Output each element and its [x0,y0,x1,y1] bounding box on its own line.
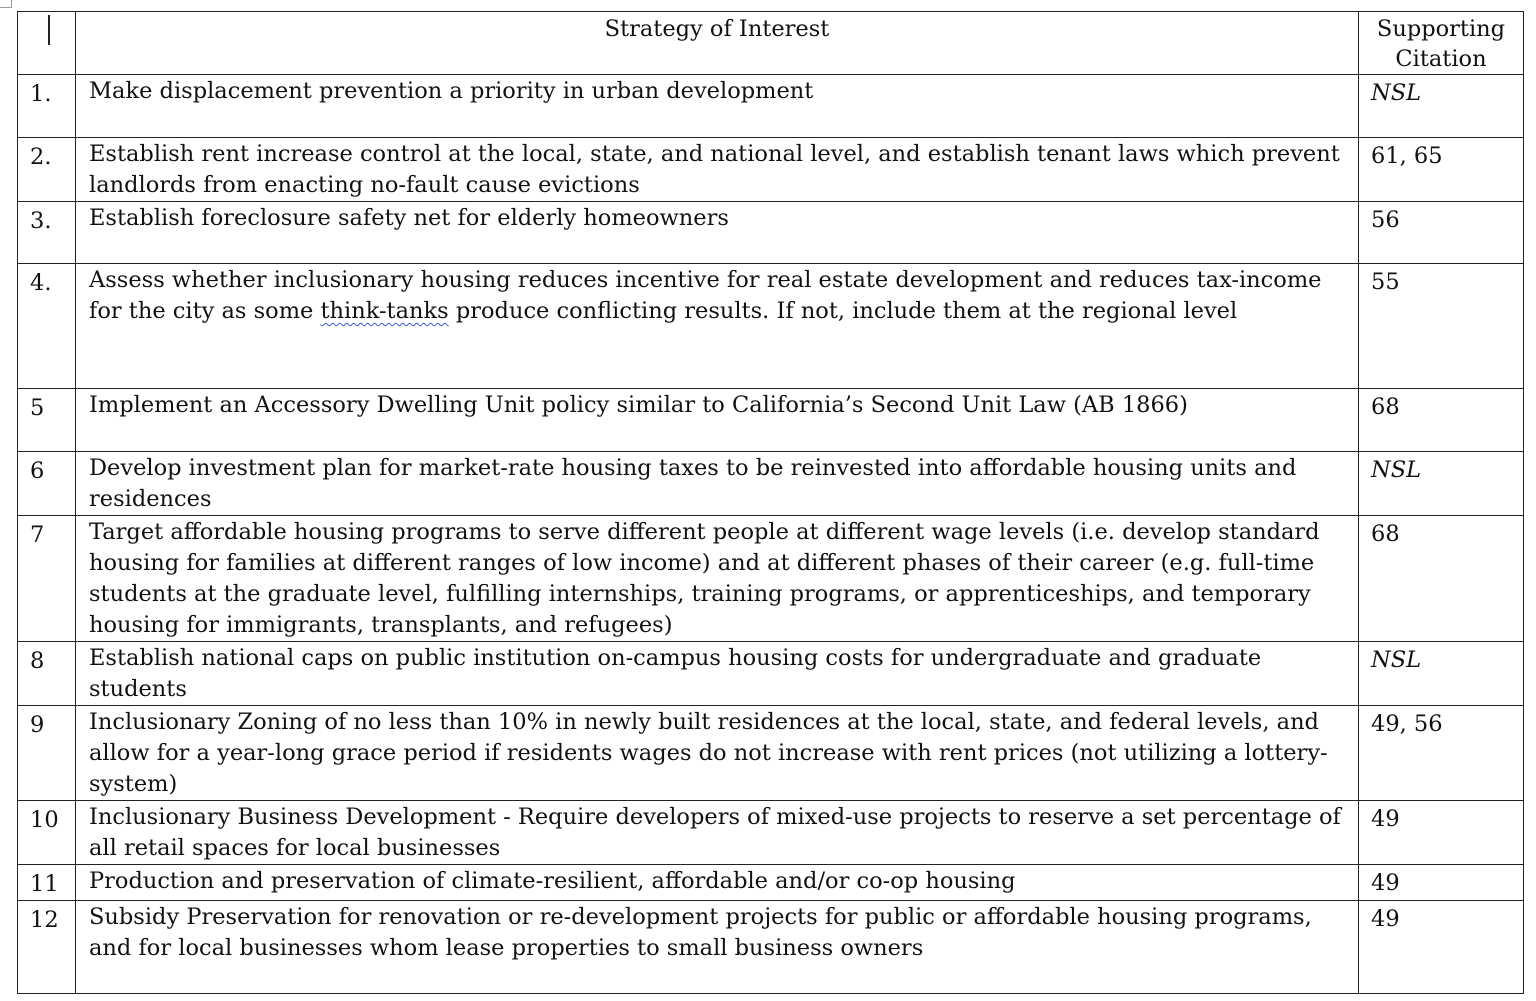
table-body [18,75,1524,994]
row-citation-cell[interactable]: 68 [1359,516,1524,642]
row-strategy-cell[interactable]: Establish foreclosure safety net for elderly homeowners [76,202,1359,264]
row-number-cell[interactable]: 12 [18,901,76,994]
table-row [18,516,1524,642]
table-row [18,865,1524,901]
spelling-flagged-word[interactable]: think-tanks [320,298,449,324]
row-number-cell[interactable]: 10 [18,801,76,865]
row-citation-cell[interactable]: NSL [1359,452,1524,516]
row-number-cell[interactable]: 2. [18,138,76,202]
strategy-text: Assess whether inclusionary housing reduces incentive for real estate development and reduces tax-income for the city as some [89,267,1322,324]
row-citation-cell[interactable]: NSL [1359,642,1524,706]
table-row [18,706,1524,801]
row-strategy-cell[interactable]: Establish national caps on public institution on-campus housing costs for undergraduate and graduate students [76,642,1359,706]
table-row [18,75,1524,138]
row-number-cell[interactable]: 7 [18,516,76,642]
row-number-cell[interactable]: 5 [18,389,76,452]
strategy-table [17,11,1524,994]
table-row [18,901,1524,994]
table-row [18,264,1524,389]
table-row [18,202,1524,264]
row-number-cell[interactable]: 8 [18,642,76,706]
page-corner-mark [0,0,12,8]
row-citation-cell[interactable]: 61, 65 [1359,138,1524,202]
row-strategy-cell[interactable]: Implement an Accessory Dwelling Unit policy similar to California’s Second Unit Law (AB 1866) [76,389,1359,452]
row-strategy-cell[interactable]: Inclusionary Business Development - Require developers of mixed-use projects to reserve a set percentage of all retail spaces for local businesses [76,801,1359,865]
row-strategy-cell[interactable] [76,264,1359,389]
header-number[interactable] [18,12,76,75]
row-strategy-cell[interactable]: Make displacement prevention a priority in urban development [76,75,1359,138]
row-number-cell[interactable]: 11 [18,865,76,901]
row-citation-cell[interactable]: 49 [1359,801,1524,865]
table-row [18,138,1524,202]
row-strategy-cell[interactable]: Develop investment plan for market-rate housing taxes to be reinvested into affordable housing units and residences [76,452,1359,516]
table-header-row [18,12,1524,75]
header-citation[interactable]: Supporting Citation [1359,12,1524,75]
row-citation-cell[interactable]: 56 [1359,202,1524,264]
row-citation-cell[interactable]: 68 [1359,389,1524,452]
table-row [18,389,1524,452]
strategy-table-container [17,11,1523,994]
row-number-cell[interactable]: 6 [18,452,76,516]
strategy-text: produce conflicting results. If not, include them at the regional level [448,298,1238,324]
row-strategy-cell[interactable]: Subsidy Preservation for renovation or re-development projects for public or affordable housing programs, and for local businesses whom lease properties to small business owners [76,901,1359,994]
row-citation-cell[interactable]: 49 [1359,865,1524,901]
row-citation-cell[interactable]: 49 [1359,901,1524,994]
row-strategy-cell[interactable]: Establish rent increase control at the local, state, and national level, and establish tenant laws which prevent landlords from enacting no-fault cause evictions [76,138,1359,202]
row-strategy-cell[interactable]: Production and preservation of climate-resilient, affordable and/or co-op housing [76,865,1359,901]
table-row [18,642,1524,706]
row-citation-cell[interactable]: 55 [1359,264,1524,389]
row-number-cell[interactable]: 3. [18,202,76,264]
text-cursor [48,15,50,45]
row-number-cell[interactable]: 1. [18,75,76,138]
row-number-cell[interactable]: 4. [18,264,76,389]
row-strategy-cell[interactable]: Target affordable housing programs to serve different people at different wage levels (i.e. develop standard housing for families at different ranges of low income) and at different phases of their career (e.g. full-time students at the graduate level, fulfilling internships, training programs, or apprenticeships, and temporary housing for immigrants, transplants, and refugees) [76,516,1359,642]
row-citation-cell[interactable]: 49, 56 [1359,706,1524,801]
header-strategy[interactable]: Strategy of Interest [76,12,1359,75]
row-number-cell[interactable]: 9 [18,706,76,801]
row-citation-cell[interactable]: NSL [1359,75,1524,138]
table-row [18,801,1524,865]
row-strategy-cell[interactable]: Inclusionary Zoning of no less than 10% in newly built residences at the local, state, and federal levels, and allow for a year-long grace period if residents wages do not increase with rent prices (not utilizing a lottery-system) [76,706,1359,801]
table-row [18,452,1524,516]
